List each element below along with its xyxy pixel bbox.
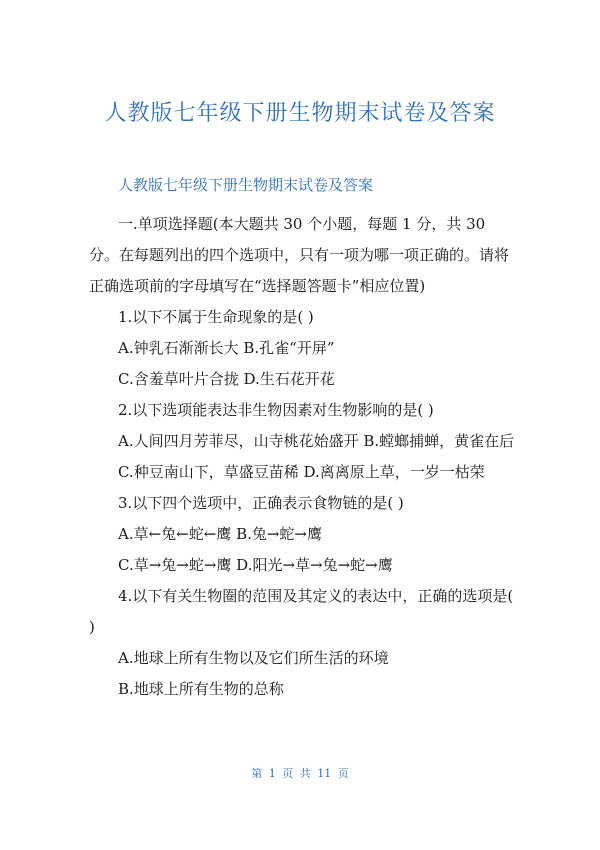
document-title: 人教版七年级下册生物期末试卷及答案 [104, 101, 496, 126]
question-3-options-cd: C.草→兔→蛇→鹰 D.阳光→草→兔→蛇→鹰 [118, 556, 393, 574]
question-2-options-cd: C.种豆南山下，草盛豆苗稀 D.离离原上草，一岁一枯荣 [118, 463, 485, 481]
document-subtitle: 人教版七年级下册生物期末试卷及答案 [118, 176, 374, 194]
question-2: 2.以下选项能表达非生物因素对生物影响的是( ) [118, 401, 434, 419]
page-footer: 第 1 页 共 11 页 [251, 767, 349, 780]
question-1-options-ab: A.钟乳石渐渐长大 B.孔雀“开屏” [118, 339, 335, 357]
question-2-options-ab: A.人间四月芳菲尽，山寺桃花始盛开 B.螳螂捕蝉，黄雀在后 [118, 432, 515, 450]
question-1-options-cd: C.含羞草叶片合拢 D.生石花开花 [118, 370, 335, 388]
question-3-options-ab: A.草←兔←蛇←鹰 B.兔→蛇→鹰 [118, 525, 323, 543]
question-4-option-a: A.地球上所有生物以及它们所生活的环境 [118, 649, 389, 667]
question-3: 3.以下四个选项中，正确表示食物链的是( ) [118, 494, 404, 512]
question-4: 4.以下有关生物圈的范围及其定义的表达中，正确的选项是( ) [89, 587, 514, 636]
document-body [89, 209, 519, 705]
question-4-option-b: B.地球上所有生物的总称 [118, 680, 284, 698]
section-instructions: 一.单项选择题(本大题共 30 个小题，每题 1 分，共 30 分。在每题列出的四个选项中，只有一项为哪一项正确的。请将正确选项前的字母填写在“选择题答题卡”相应位置) [89, 215, 510, 295]
question-1: 1.以下不属于生命现象的是( ) [118, 308, 314, 326]
